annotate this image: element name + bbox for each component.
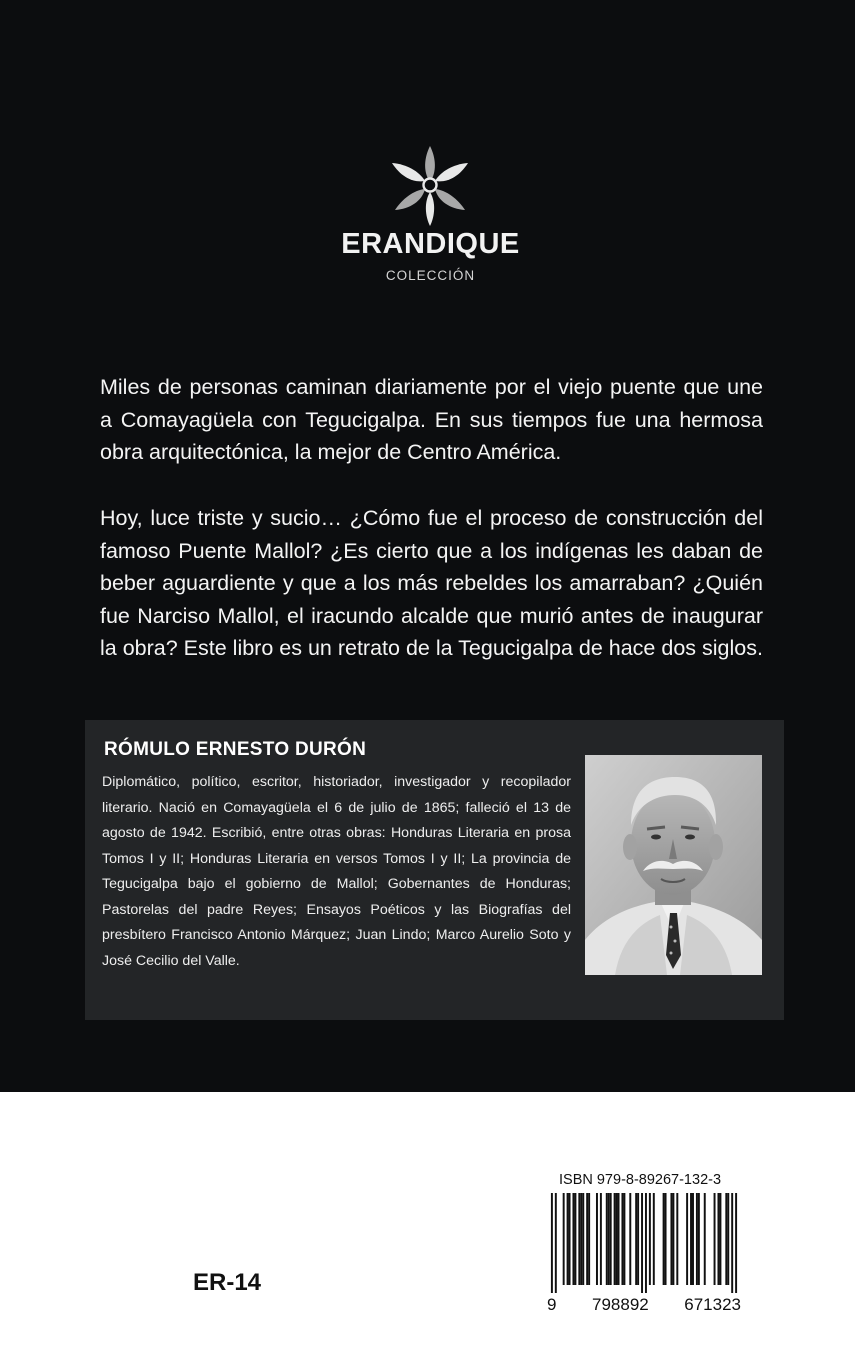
barcode-bar <box>735 1193 737 1293</box>
barcode-digit-prefix: 9 <box>547 1295 557 1314</box>
barcode-digit-group-right: 671323 <box>684 1295 741 1314</box>
barcode-bar <box>663 1193 665 1285</box>
blurb-paragraph-2: Hoy, luce triste y sucio… ¿Cómo fue el proceso de construcción del famoso Puente Mallol? ¿Es cierto que a los indígenas les daban de beber aguardiente y que a los más rebeldes los amarraban? ¿Quién fue Narciso Mallol, el iracundo alcalde que murió antes de inaugurar la obra? Este libro es un retrato de la Tegucigalpa de hace dos siglos. <box>100 506 763 660</box>
barcode-bar <box>574 1193 576 1285</box>
publisher-name: ERANDIQUE <box>341 228 520 260</box>
barcode-bar <box>635 1193 637 1285</box>
barcode-bar <box>686 1193 688 1285</box>
barcode-bar <box>696 1193 698 1285</box>
barcode-bar <box>608 1193 610 1285</box>
barcode-bar <box>623 1193 625 1285</box>
barcode-bar <box>606 1193 608 1285</box>
isbn-barcode <box>547 1193 741 1315</box>
barcode-bar <box>665 1193 667 1285</box>
barcode-bar <box>596 1193 598 1285</box>
barcode-bar <box>649 1193 651 1285</box>
barcode-bar <box>572 1193 574 1285</box>
catalog-code: ER-14 <box>193 1269 262 1296</box>
barcode-bar <box>567 1193 569 1285</box>
barcode-bar <box>621 1193 623 1285</box>
barcode-bar <box>637 1193 639 1285</box>
barcode-bar <box>588 1193 590 1285</box>
barcode-bar <box>653 1193 655 1285</box>
orchid-flower-icon <box>392 146 468 226</box>
barcode-bar <box>641 1193 643 1293</box>
barcode-bar <box>569 1193 571 1285</box>
barcode-bar <box>670 1193 672 1285</box>
barcode-bar <box>676 1193 678 1285</box>
barcode-bar <box>618 1193 620 1285</box>
isbn-label: ISBN 979-8-89267-132-3 <box>559 1172 722 1188</box>
barcode-bar <box>555 1193 557 1293</box>
author-bio: Diplomático, político, escritor, historiador, investigador y recopilador literario. Nació en Comayagüela el 6 de julio de 1865; falleció el 13 de agosto de 1942. Escribió, entre otras obras: Honduras Literaria en prosa Tomos I y II; Honduras Literaria en versos Tomos I y II; La provincia de Tegucigalpa bajo el gobierno de Mallol; Gobernantes de Honduras; Pastorelas del padre Reyes; Ensayos Poéticos y las Biografías del presbítero Francisco Antonio Márquez; Juan Lindo; Marco Aurelio Soto y José Cecilio del Valle. <box>102 774 571 969</box>
barcode-bar <box>717 1193 719 1285</box>
blurb-paragraph-1: Miles de personas caminan diariamente por el viejo puente que une a Comayagüela con Tegucigalpa. En sus tiempos fue una hermosa obra arquitectónica, la mejor de Centro América. <box>100 375 763 464</box>
barcode-bar <box>616 1193 618 1285</box>
barcode-bar <box>731 1193 733 1293</box>
barcode-bar <box>704 1193 706 1285</box>
author-panel <box>85 720 784 1020</box>
author-portrait-photo <box>585 755 762 975</box>
barcode-bar <box>727 1193 729 1285</box>
barcode-bar <box>578 1193 580 1285</box>
barcode-bar <box>725 1193 727 1285</box>
barcode-bar <box>645 1193 647 1293</box>
barcode-bar <box>600 1193 602 1285</box>
publisher-collection-label: COLECCIÓN <box>385 268 476 283</box>
barcode-bar <box>582 1193 584 1285</box>
barcode-bar <box>672 1193 674 1285</box>
barcode-bar <box>614 1193 616 1285</box>
barcode-bar <box>586 1193 588 1285</box>
barcode-digits <box>547 1292 741 1315</box>
barcode-bar <box>719 1193 721 1285</box>
barcode-bar <box>629 1193 631 1285</box>
barcode-bar <box>714 1193 716 1285</box>
author-name: RÓMULO ERNESTO DURÓN <box>104 739 367 760</box>
barcode-bar <box>563 1193 565 1285</box>
barcode-bar <box>698 1193 700 1285</box>
barcode-bar <box>551 1193 553 1293</box>
barcode-bars <box>547 1193 741 1293</box>
barcode-bar <box>610 1193 612 1285</box>
barcode-bar <box>580 1193 582 1285</box>
barcode-bar <box>692 1193 694 1285</box>
barcode-digit-group-left: 798892 <box>592 1295 649 1314</box>
barcode-bar <box>690 1193 692 1285</box>
